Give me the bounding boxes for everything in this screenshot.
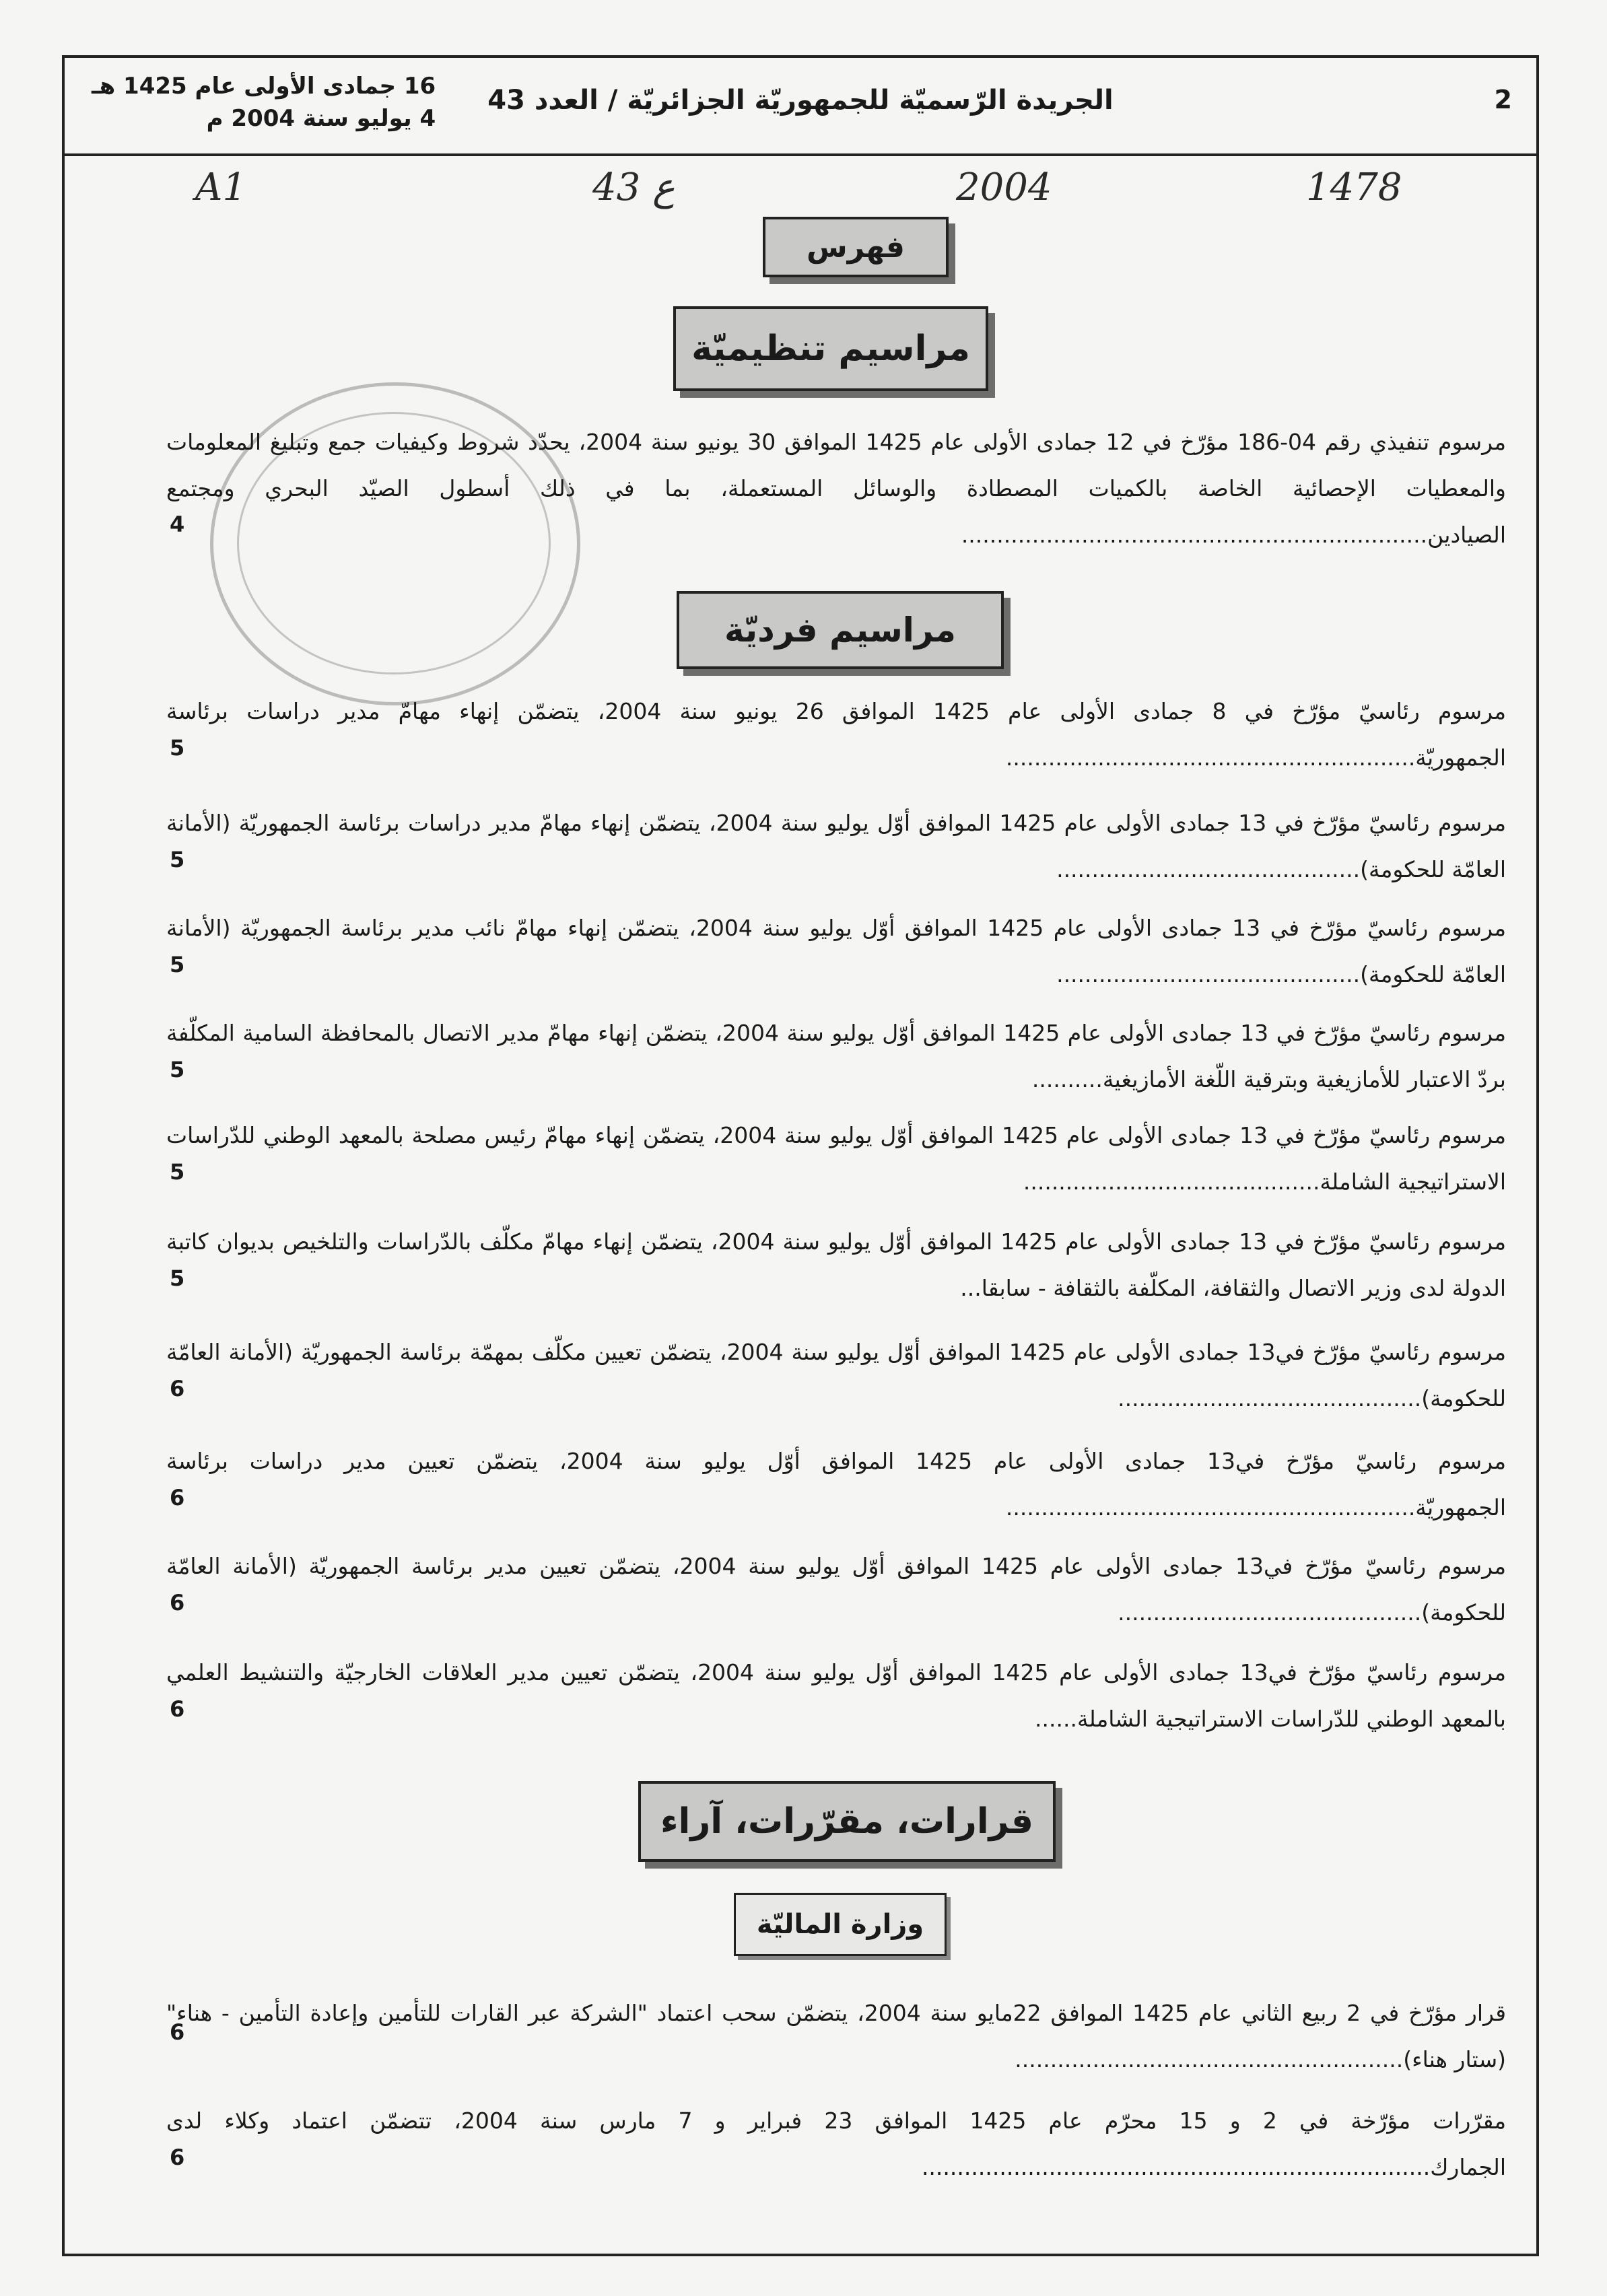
handwritten-note-right: 1478 [1306,166,1402,209]
toc-entry-page: 5 [170,1159,185,1185]
toc-entry: مرسوم تنفيذي رقم 04-186 مؤرّخ في 12 جمادى الأولى عام 1425 الموافق 30 يونيو سنة 2004، يحدّد شروط وكيفيات جمع وتبليغ المعلومات والمعطيات الإحصائية الخاصة بالكميات المصطادة والوسائل المستعملة، بما في ذلك أسطول الصيّد البحري ومجتمع الصيادين.................................................................. [166,429,1506,548]
toc-entry: مرسوم رئاسيّ مؤرّخ في13 جمادى الأولى عام 1425 الموافق أوّل يوليو سنة 2004، يتضمّن تعيين مدير العلاقات الخارجيّة والتنشيط العلمي بالمعهد الوطني للدّراسات الاستراتيجية الشاملة...... [166,1659,1507,1732]
section-regulatory-decrees: مراسيم تنظيميّة [673,306,988,391]
toc-entry-page: 6 [170,1485,185,1510]
date-gregorian: 4 يوليو سنة 2004 م [206,105,436,132]
toc-entry: مرسوم رئاسيّ مؤرّخ في13 جمادى الأولى عام 1425 الموافق أوّل يوليو سنة 2004، يتضمّن تعيين مدير دراسات برئاسة الجمهوريّة.......................................................... [166,1448,1506,1521]
toc-entry-page: 6 [170,1696,185,1722]
date-hijri: 16 جمادى الأولى عام 1425 هـ [92,73,436,100]
toc-entry: مرسوم رئاسيّ مؤرّخ في13 جمادى الأولى عام 1425 الموافق أوّل يوليو سنة 2004، يتضمّن تعيين مكلّف بمهمّة برئاسة الجمهوريّة (الأمانة العامّة للحكومة)........................................... [166,1339,1507,1412]
toc-entry: مقرّرات مؤرّخة في 2 و 15 محرّم عام 1425 الموافق 23 فبراير و 7 مارس سنة 2004، تتضمّن اعتماد وكلاء لدى الجمارك........................................................................ [166,2108,1507,2180]
journal-title: الجريدة الرّسميّة للجمهوريّة الجزائريّة / العدد 43 [487,85,1114,116]
toc-entry-page: 6 [170,1376,185,1401]
toc-entry: قرار مؤرّخ في 2 ربيع الثاني عام 1425 الموافق 22مايو سنة 2004، يتضمّن سحب اعتماد "الشركة عبر القارات للتأمين وإعادة التأمين - هناء" (ستار هناء)....................................................... [166,2000,1506,2073]
section-individual-decrees: مراسيم فرديّة [677,591,1004,669]
toc-entry: مرسوم رئاسيّ مؤرّخ في 13 جمادى الأولى عام 1425 الموافق أوّل يوليو سنة 2004، يتضمّن إنهاء مهامّ مدير دراسات برئاسة الجمهوريّة (الأمانة العامّة للحكومة)........................................... [166,810,1506,882]
toc-entry-page: 6 [170,2019,185,2045]
toc-entry: مرسوم رئاسيّ مؤرّخ في 8 جمادى الأولى عام 1425 الموافق 26 يونيو سنة 2004، يتضمّن إنهاء مهامّ مدير دراسات برئاسة الجمهوريّة.......................................................... [166,698,1506,771]
issue-date [92,70,436,135]
toc-entry-page: 4 [170,512,185,537]
toc-entry-page: 5 [170,952,185,977]
toc-title: فهرس [763,217,949,277]
page-number: 2 [1494,85,1512,114]
toc-entry: مرسوم رئاسيّ مؤرّخ في13 جمادى الأولى عام 1425 الموافق أوّل يوليو سنة 2004، يتضمّن تعيين مدير برئاسة الجمهوريّة (الأمانة العامّة للحكومة)........................................... [166,1553,1507,1626]
toc-entry-page: 5 [170,1265,185,1291]
toc-entry: مرسوم رئاسيّ مؤرّخ في 13 جمادى الأولى عام 1425 الموافق أوّل يوليو سنة 2004، يتضمّن إنهاء مهامّ مدير الاتصال بالمحافظة السامية المكلّفة بردّ الاعتبار للأمازيغية وبترقية اللّغة الأمازيغية.......... [166,1020,1507,1092]
handwritten-note-left: A1 [195,166,247,209]
toc-entry: مرسوم رئاسيّ مؤرّخ في 13 جمادى الأولى عام 1425 الموافق أوّل يوليو سنة 2004، يتضمّن إنهاء مهامّ مكلّف بالدّراسات والتلخيص بديوان كاتبة الدولة لدى وزير الاتصال والثقافة، المكلّفة بالثقافة - سابقا... [166,1228,1506,1301]
toc-entry: مرسوم رئاسيّ مؤرّخ في 13 جمادى الأولى عام 1425 الموافق أوّل يوليو سنة 2004، يتضمّن إنهاء مهامّ رئيس مصلحة بالمعهد الوطني للدّراسات الاستراتيجية الشاملة.......................................... [166,1122,1507,1195]
page-header [62,55,1539,156]
handwritten-note-mid-right: 2004 [956,166,1052,209]
section-ministry-of-finance: وزارة الماليّة [734,1893,947,1956]
toc-entry-page: 5 [170,847,185,872]
handwritten-note-mid-left: 43 ع [592,166,675,209]
toc-entry-page: 5 [170,735,185,761]
toc-entry-page: 6 [170,2145,185,2170]
toc-entry: مرسوم رئاسيّ مؤرّخ في 13 جمادى الأولى عام 1425 الموافق أوّل يوليو سنة 2004، يتضمّن إنهاء مهامّ نائب مدير برئاسة الجمهوريّة (الأمانة العامّة للحكومة)........................................... [166,915,1506,987]
toc-entry-page: 6 [170,1590,185,1615]
section-decisions: قرارات، مقرّرات، آراء [638,1781,1056,1862]
toc-entry-page: 5 [170,1057,185,1082]
